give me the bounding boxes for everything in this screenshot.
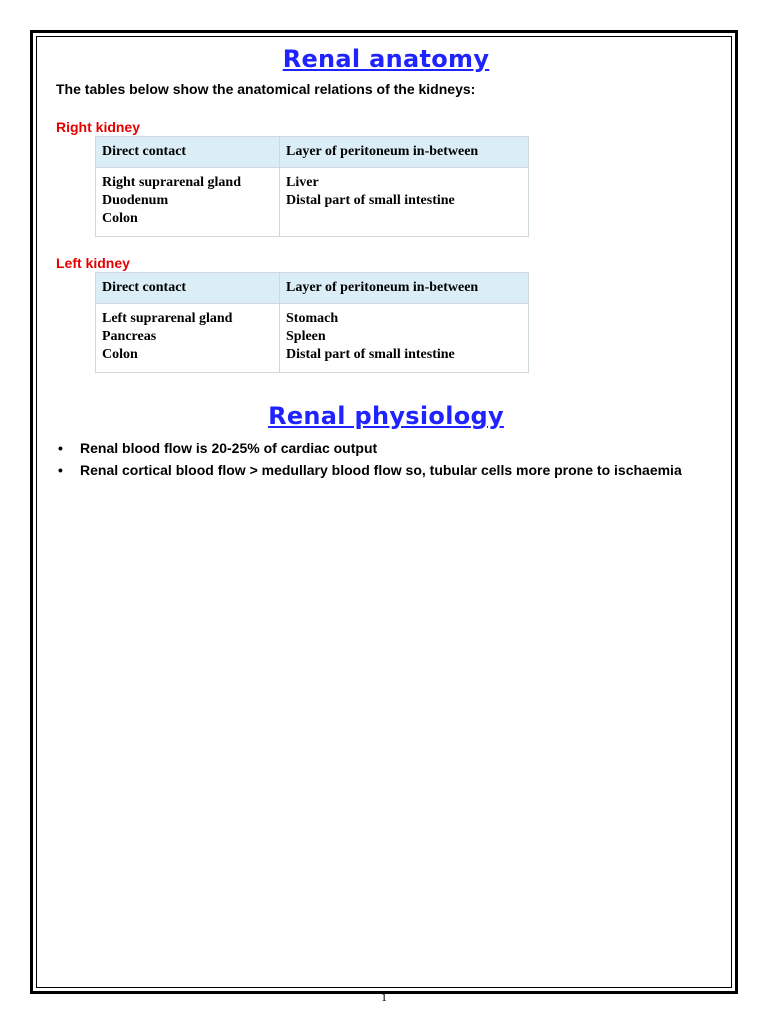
page-number: 1 [381,990,387,1004]
column-header-direct-contact: Direct contact [96,137,280,168]
list-item: Pancreas [102,329,157,344]
list-item: Distal part of small intestine [286,347,455,362]
list-item: Spleen [286,329,326,344]
list-item: Colon [102,211,138,226]
list-item [56,437,716,459]
anatomy-intro: The tables below show the anatomical relations of the kidneys: [56,81,476,97]
bullet-icon: • [58,462,63,478]
column-header-peritoneum: Layer of peritoneum in-between [280,273,529,304]
column-header-direct-contact: Direct contact [96,273,280,304]
page-content [56,40,716,481]
list-item: Right suprarenal gland [102,175,241,190]
right-kidney-table [95,136,529,237]
list-item: Stomach [286,311,339,326]
table-row [96,168,529,237]
anatomy-title: Renal anatomy [282,45,490,73]
physiology-title: Renal physiology [268,402,504,430]
list-item: Duodenum [102,193,169,208]
direct-contact-cell [96,304,280,373]
physiology-bullet-list [56,437,716,481]
bullet-text: Renal cortical blood flow > medullary blood flow so, tubular cells more prone to ischaemia [80,462,682,478]
column-header-peritoneum: Layer of peritoneum in-between [280,137,529,168]
direct-contact-cell [96,168,280,237]
peritoneum-cell [280,304,529,373]
bullet-icon: • [58,440,63,456]
peritoneum-cell [280,168,529,237]
right-kidney-heading: Right kidney [56,119,141,135]
table-row [96,304,529,373]
left-kidney-table [95,272,529,373]
list-item: Liver [286,175,319,190]
bullet-text: Renal blood flow is 20-25% of cardiac output [80,440,378,456]
list-item [56,459,716,481]
list-item: Colon [102,347,138,362]
list-item: Left suprarenal gland [102,311,233,326]
table-header-row [96,273,529,304]
list-item: Distal part of small intestine [286,193,455,208]
table-header-row [96,137,529,168]
left-kidney-heading: Left kidney [56,255,130,271]
